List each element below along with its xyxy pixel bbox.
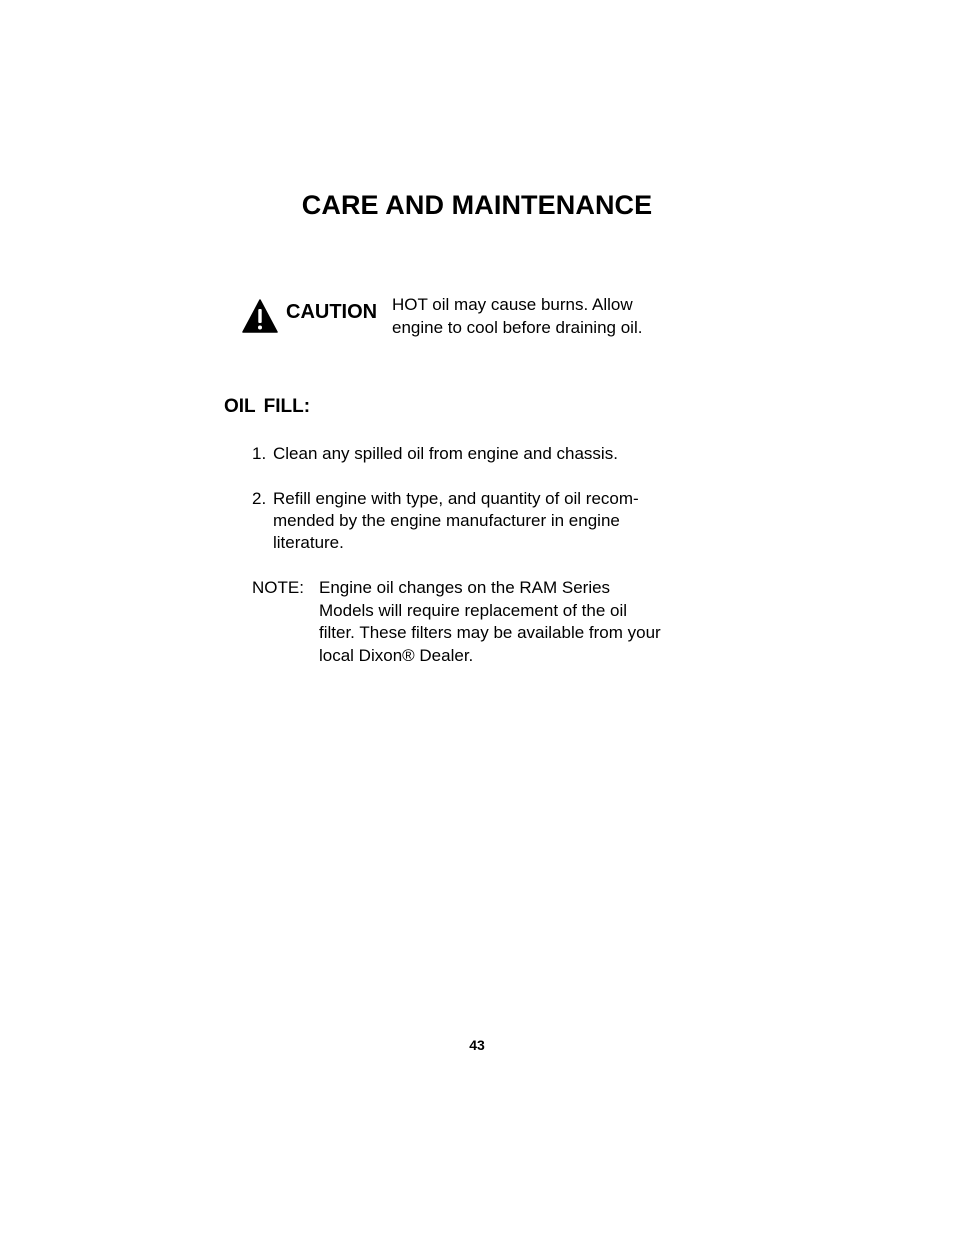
note-label: NOTE:: [252, 578, 304, 597]
caution-text-line: HOT oil may cause burns. Allow: [392, 295, 633, 314]
page-title: CARE AND MAINTENANCE: [301, 190, 653, 220]
note-line: local Dixon® Dealer.: [319, 645, 474, 665]
section-heading-oil-fill: OIL FILL:: [224, 396, 311, 417]
caution-label: CAUTION: [286, 301, 378, 323]
caution-text-line: engine to cool before draining oil.: [392, 318, 643, 337]
caution-block: [242, 293, 702, 343]
list-item-number: 1.: [252, 444, 267, 463]
note-line: Models will require replacement of the oil: [319, 600, 628, 620]
warning-triangle-icon: [242, 299, 278, 333]
list-item-line: literature.: [273, 533, 344, 552]
note-line: Engine oil changes on the RAM Series: [319, 578, 611, 597]
note-line: filter. These filters may be available from your: [319, 623, 661, 642]
list-item-line: Clean any spilled oil from engine and chassis.: [273, 444, 618, 463]
list-item-text: [273, 443, 693, 465]
list-item-number: 2.: [252, 489, 267, 508]
list-item-line: mended by the engine manufacturer in engine: [273, 511, 620, 530]
note-text: [319, 577, 699, 667]
page-number: 43: [469, 1037, 485, 1053]
list-item-line: Refill engine with type, and quantity of oil recom-: [273, 489, 639, 508]
list-item-text: [273, 488, 693, 554]
caution-text: [392, 293, 642, 339]
